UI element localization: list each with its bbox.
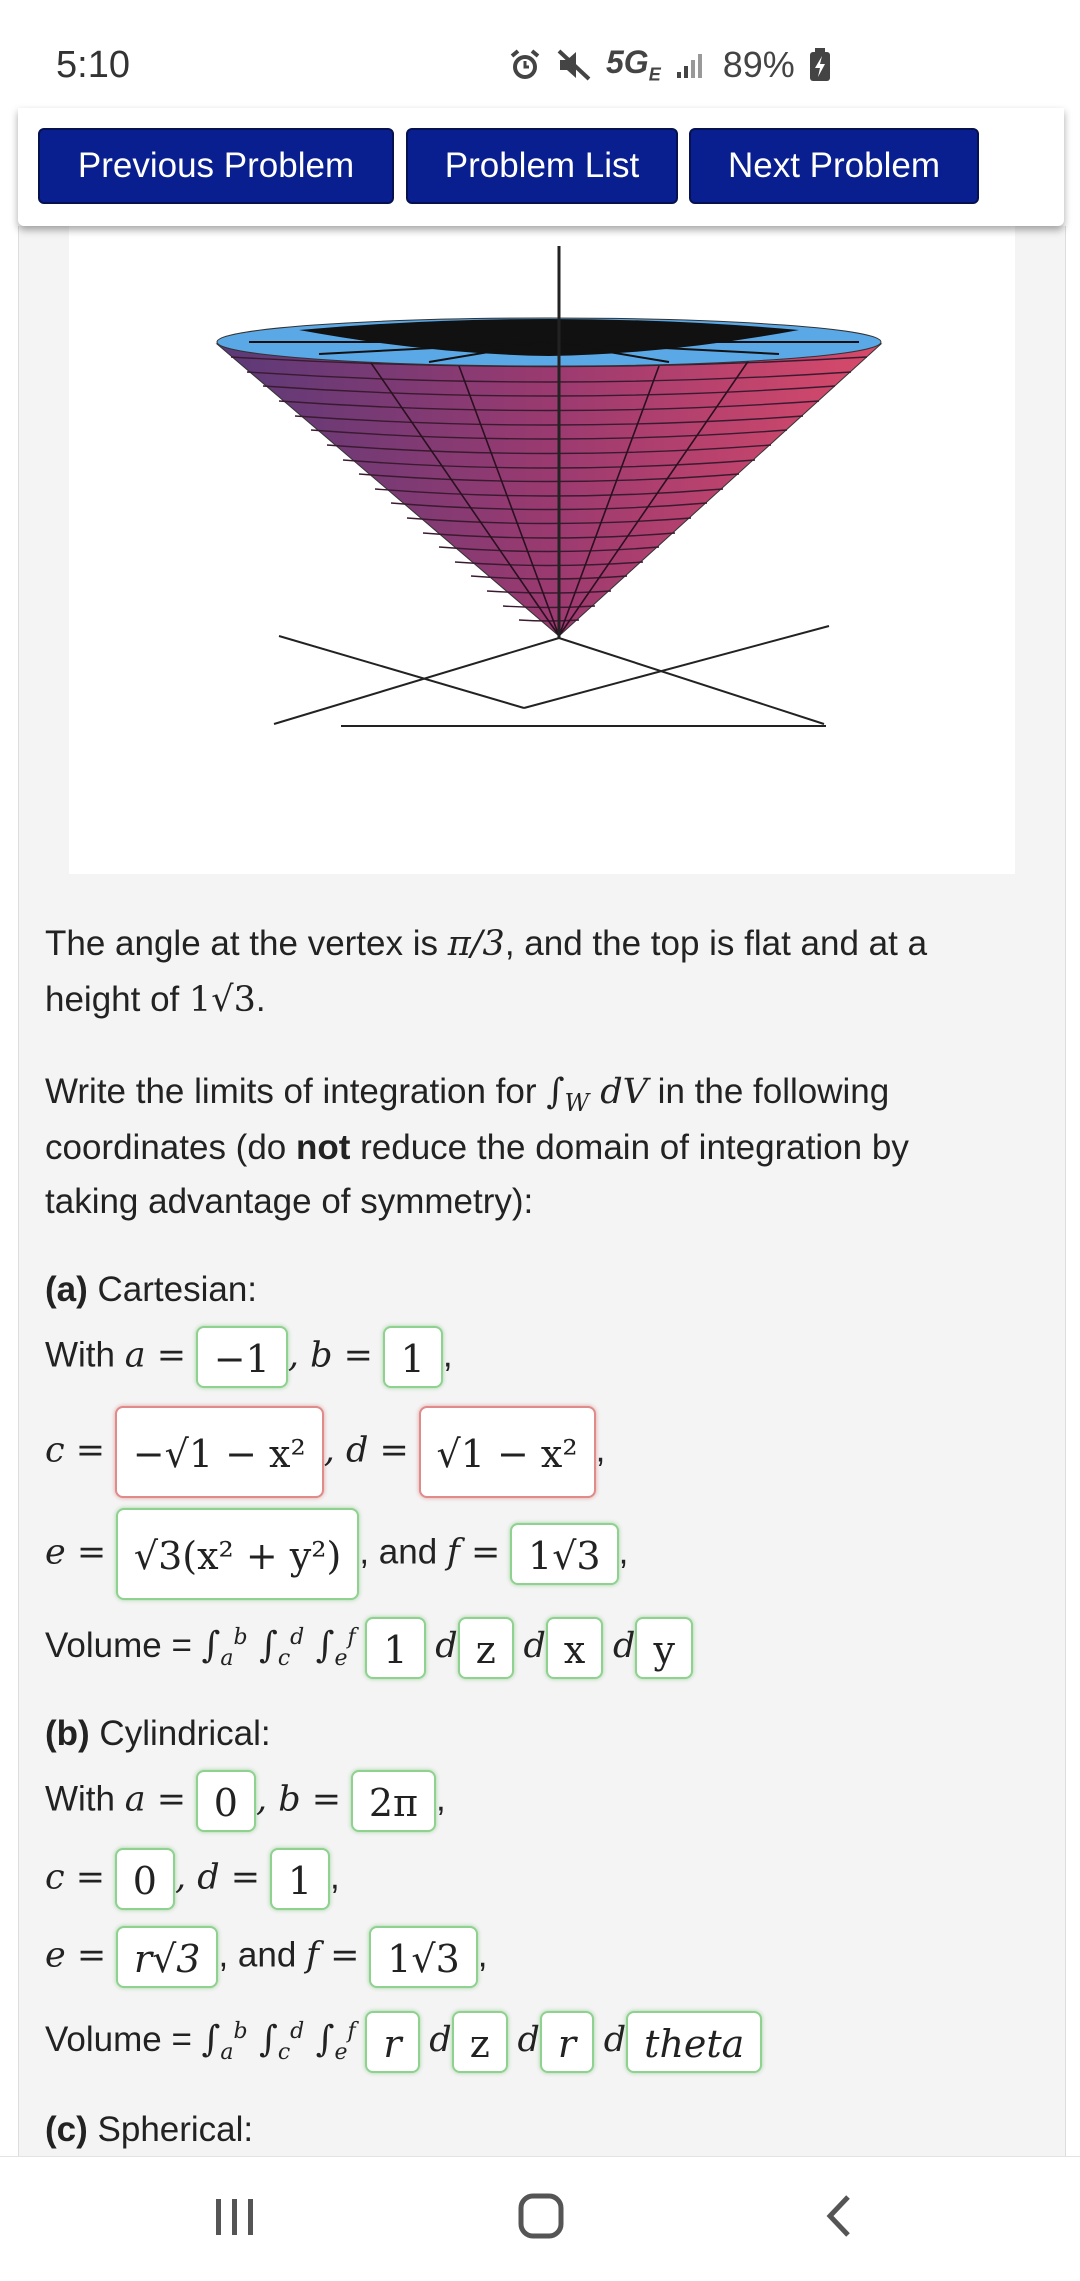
signal-icon	[675, 50, 709, 80]
problem-line-1: The angle at the vertex is π/3, and the top is flat and at a	[45, 924, 928, 964]
answer-a-diff-2[interactable]: x	[546, 1617, 603, 1679]
part-b-volume-row: Volume = $\int_a^b$ $\int_c^d$ $\int_e^f$ r d z d r d theta	[45, 2004, 762, 2081]
problem-line-4: coordinates (do not reduce the domain of integration by	[45, 1128, 909, 1167]
battery-level: 89%	[722, 44, 795, 85]
answer-a-diff-1[interactable]: z	[458, 1617, 514, 1679]
answer-b-upper-r[interactable]: 1	[270, 1848, 330, 1910]
answer-b-integrand[interactable]: r	[365, 2011, 419, 2073]
answer-b-diff-1[interactable]: z	[452, 2011, 508, 2073]
part-b-ab-row: With a = 0 , b = 2π ,	[45, 1770, 446, 1832]
answer-a-lower-x[interactable]: −1	[196, 1326, 288, 1388]
part-a-ef-row: e = √3(x² + y²) , and f = 1√3 ,	[45, 1508, 628, 1600]
part-b-heading: (b) Cylindrical:	[45, 1714, 271, 1753]
problem-nav-bar	[18, 108, 1064, 226]
home-icon[interactable]	[518, 2193, 564, 2244]
answer-b-lower-z[interactable]: r√3	[116, 1926, 219, 1988]
cone-surface	[217, 344, 881, 636]
part-a-volume-row: Volume = $\int_a^b$ $\int_c^d$ $\int_e^f$ 1 d z d x d y	[45, 1610, 693, 1687]
cone-height: 1√3	[189, 980, 256, 1020]
vertex-angle: π/3	[447, 924, 505, 964]
answer-a-integrand[interactable]: 1	[365, 1617, 425, 1679]
triple-integral-b: $\int_a^b$ $\int_c^d$ $\int_e^f$	[201, 2019, 356, 2066]
answer-a-upper-x[interactable]: 1	[383, 1326, 443, 1388]
status-icons	[508, 44, 831, 86]
previous-problem-button[interactable]: Previous Problem	[38, 128, 394, 204]
network-type: $5G_E$	[606, 44, 661, 85]
problem-line-3: Write the limits of integration for $\int_W$ dV in the following	[45, 1072, 890, 1117]
recent-apps-icon[interactable]	[212, 2197, 258, 2242]
answer-b-upper-z[interactable]: 1√3	[369, 1926, 478, 1988]
answer-b-diff-2[interactable]: r	[540, 2011, 594, 2073]
problem-list-button[interactable]: Problem List	[406, 128, 678, 204]
mute-icon	[556, 48, 592, 82]
answer-a-diff-3[interactable]: y	[635, 1617, 692, 1679]
problem-line-2: height of 1√3.	[45, 980, 266, 1020]
y-axis	[559, 638, 824, 724]
answer-b-lower-r[interactable]: 0	[115, 1848, 175, 1910]
next-problem-button[interactable]: Next Problem	[689, 128, 979, 204]
part-a-cd-row: c = −√1 − x² , d = √1 − x² ,	[45, 1406, 605, 1498]
problem-line-5: taking advantage of symmetry):	[45, 1182, 534, 1221]
alarm-icon	[508, 48, 542, 82]
part-c-heading: (c) Spherical:	[45, 2110, 254, 2149]
triple-integral-a: $\int_a^b$ $\int_c^d$ $\int_e^f$	[201, 1625, 356, 1672]
part-b-cd-row: c = 0 , d = 1 ,	[45, 1848, 340, 1910]
answer-b-upper-theta[interactable]: 2π	[351, 1770, 436, 1832]
answer-a-lower-z[interactable]: √3(x² + y²)	[116, 1508, 359, 1600]
answer-b-diff-3[interactable]: theta	[626, 2011, 762, 2073]
answer-b-lower-theta[interactable]: 0	[196, 1770, 256, 1832]
part-a-heading: (a) Cartesian:	[45, 1270, 258, 1309]
problem-page	[18, 226, 1066, 2156]
status-bar	[0, 0, 1080, 120]
answer-a-lower-y[interactable]: −√1 − x²	[115, 1406, 324, 1498]
status-time: 5:10	[56, 44, 130, 86]
x-axis	[274, 638, 559, 724]
cone-plot	[69, 226, 1015, 874]
back-icon[interactable]	[824, 2193, 854, 2244]
cone-figure	[69, 226, 1015, 874]
axis-line	[279, 636, 524, 708]
system-nav-bar	[0, 2156, 1080, 2281]
battery-icon	[809, 48, 831, 82]
answer-a-upper-z[interactable]: 1√3	[510, 1523, 619, 1585]
axis-line	[524, 626, 829, 708]
part-a-ab-row: With a = −1 , b = 1 ,	[45, 1326, 453, 1388]
answer-a-upper-y[interactable]: √1 − x²	[419, 1406, 596, 1498]
part-b-ef-row: e = r√3 , and f = 1√3 ,	[45, 1926, 488, 1988]
